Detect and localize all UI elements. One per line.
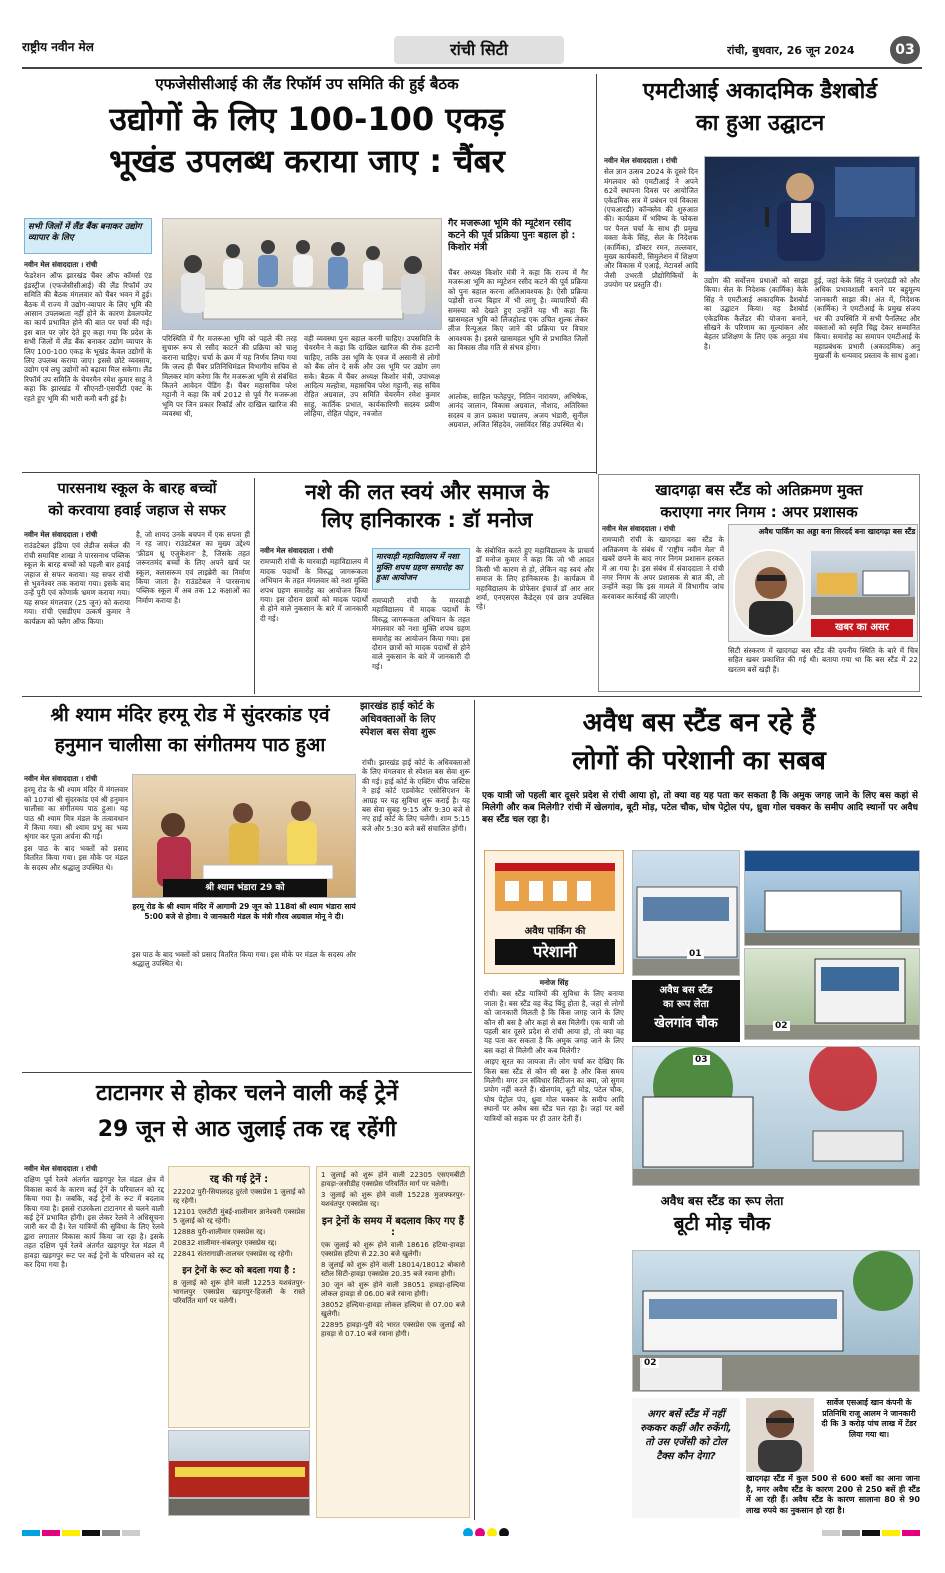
chamber-side-headline: गैर मजरूआ भूमि की म्यूटेशन रसीद कटने की पूर्व प्रक्रिया पुनः बहाल हो : किशोर मंत्री [448, 218, 576, 253]
cancelled-trains-box [168, 1166, 310, 1428]
toll-question: अगर बसें स्टैंड में नहीं रुककर कहीं और रुकेंगी, तो उस एजेंसी को टोल टैक्स कौन देगा? [640, 1409, 732, 1462]
bootymor-caption-2: बूटी मोड़ चौक [673, 1213, 771, 1235]
photo-number-02b: 02 [644, 1358, 657, 1368]
illegal-intro: एक यात्री जो पहली बार दूसरे प्रदेश से रांची आया हो, तो क्या वह यह पता कर सकता है कि अमुक जगह जाने के लिए बस कहां से मिलेगी और कब मिलेगी? रांची में खेलगांव, बूटी मोड़, पटेल चौक, घोष पेट्रोल पंप, ध्रुवा गोल चक्कर के समीप आदि स्थानों पर अवैध बस स्टैंड चल रहा है। [482, 791, 918, 825]
illegal-body-1: रांची। बस स्टैंड यात्रियों की सुविधा के लिए बनाया जाता है। बस स्टैंड वह केंद्र बिंदु होता है, जहां से लोगों को जानकारी मिलती है कि किस जगह जाने के लिए कौन सी बस है और कहां से बस मिलेगी। एक यात्री जो पहली बार दूसरे प्रदेश से रांची आया हो, तो क्या वह यह पता कर सकता है कि अमुक जगह जाने के लिए बस कहां से मिलेगी और कब मिलेगी? [484, 989, 624, 1055]
shyam-headline-1: श्री श्याम मंदिर हरमू रोड में सुंदरकांड एवं [50, 704, 330, 726]
bus-photo-inset [639, 1357, 723, 1391]
mti-body-2: उद्योग की सर्वोत्तम प्रथाओं को साझा किया। सेल के निदेशक (कार्मिक) केके सिंह ने एमटीआई अकादमिक डैशबोर्ड का उद्घाटन किया। यह डैशबोर्ड एकेडमिक कैलेंडर की योजना बनाने, सीखने के परिणाम का मूल्यांकन और बेहतर प्रशिक्षण के लिए एक अनूठा मंच है। [704, 276, 808, 351]
rescheduled-item: 38052 हल्दिया-हावड़ा लोकल हल्दिया से 07.00 बजे खुलेगी। [321, 1301, 465, 1318]
trains-dateline: नवीन मेल संवाददाता । रांची [24, 1164, 98, 1173]
bus-stand-clipping-photo [811, 551, 915, 615]
illegal-body-2: आइए सूरत का जायजा लें। लोग चर्चा कर देखिए कि किस बस स्टैंड से कौन सी बस है और किस समय मिलेगी। मगर उन संविधार सिटीजन का क्या, जो सुगम प्रयोग नहीं करते हैं। खेलगांव, बूटी मोड़, पटेल चौक, घोष पेट्रोल पंप, ध्रुवा गोल चक्कर के समीप आदि स्थानों पर अवैध बस स्टैंड चल रहा है। जहां पर बसें यात्रियों को सड़क पर ही उतार देती हैं। [484, 1057, 624, 1123]
rescheduled-item: 22895 हावड़ा-पुरी वंदे भारत एक्सप्रेस एक जुलाई को हावड़ा से 07.10 बजे रवाना होगी। [321, 1321, 465, 1338]
encroach-clipping-text: अवैध पार्किंग का अड्डा बना सिरदर्द बना खादगढ़ा बस स्टैंड [758, 527, 916, 536]
highcourt-headline-block [360, 700, 472, 756]
mti-dateline: नवीन मेल संवाददाता । रांची [604, 156, 678, 165]
shyam-photo-caption: श्री श्याम भंडारा 29 को [163, 879, 327, 897]
school-headline-block [22, 478, 252, 526]
shyam-body-1: हरमू रोड के श्री श्याम मंदिर में मंगलवार को 107वां श्री सुंदरकांड एवं श्री हनुमान चालीसा का संगीतमय पाठ हुआ। यह पाठ श्री श्याम मित्र मंडल के तत्वावधान में किया गया। श्री श्याम प्रभु का भव्य श्रृंगार कर पूजा अर्चना की गई। [24, 785, 128, 842]
drugs-column-1 [260, 546, 368, 692]
representative-quote: सावेंज एसआई खान कंपनी के प्रतिनिधि राजू आलम ने जानकारी दी कि 3 करोड़ पांच लाख में टेंडर लिया गया था। [821, 1398, 917, 1439]
highcourt-headline-3: स्पेशल बस सेवा शुरू [360, 727, 436, 738]
encroach-headline-2: कराएगा नगर निगम : अपर प्रशासक [660, 503, 858, 521]
chamber-side-body-2: आलोक, साहिल फतेहपुर, नितिन नारायण, अभिषेक, आनंद जालान, विकास अग्रवाल, नौशाद, अतिरिक्त सदस्य व ज्ञान प्रकाश पद्मालय, अजय भंडारी, सुनील अग्रवाल, अजित सिंहदेव, जसविंदर सिंह उपस्थित थे। [448, 392, 588, 430]
illegal-byline: मनोज सिंह [539, 978, 569, 987]
trains-headline-1: टाटानगर से होकर चलने वाली कई ट्रेनें [96, 1081, 398, 1106]
section-title: रांची सिटी [394, 36, 564, 64]
school-body-2: है, जो शायद उनके बचपन में एक सपना ही न रह जाए। राउंडटेबल का मुख्य उद्देश्य 'फ्रीडम थ्रू एजुकेशन' है, जिसके तहत जरूरतमंद बच्चों के लिए अपने खर्च पर स्कूल, क्लासरूम एवं लाइब्रेरी का निर्माण किया जाता है। राउंडटेबल ने पारसनाथ पब्लिक स्कूल में अब तक 12 कक्षाओं का निर्माण कराया है। [136, 530, 250, 605]
quote-body: खादगढ़ा स्टैंड में कुल 500 से 600 बसों का आना जाना है, मगर अवैध स्टैंड के कारण 200 से 250 बसें ही स्टैंड में आ रही हैं। अवैध स्टैंड के कारण सालाना 80 से 90 लाख रुपये का नुकसान हो रहा है। [746, 1474, 920, 1515]
bus-photo-2 [744, 850, 920, 946]
mti-column-1 [604, 156, 698, 452]
illegal-headline-2: लोगों की परेशानी का सबब [572, 746, 826, 776]
impact-ribbon: खबर का असर [811, 619, 913, 637]
cancelled-item: 20832 शालीमार-संबलपुर एक्सप्रेस रद्द। [173, 1239, 277, 1247]
mti-body-3: हुई, जहां केके सिंह ने एलएंडडी को और अधिक प्रभावशाली बनाने पर बहुमूल्य जानकारी साझा की। अंत में, निदेशक (कार्मिक) ने एमटीआई के प्रमुख संजय धर की उपस्थिति में सभी पैनलिस्ट और वक्ताओं को स्मृति चिह्न देकर सम्मानित किया। समारोह का समापन एमटीआई के महाप्रबंधक प्रभारी (अकादमिक) अनु मुखर्जी के धन्यवाद प्रस्ताव के साथ हुआ। [814, 276, 920, 361]
illegal-body-column [484, 978, 624, 1520]
khelgaon-caption-2: का रूप लेता [663, 999, 709, 1010]
shyam-body-1b: इस पाठ के बाद भक्तों को प्रसाद वितरित किया गया। इस मौके पर मंडल के सदस्य और श्रद्धालु उपस्थित थे। [24, 843, 128, 872]
bootymor-caption-1: अवैध बस स्टैंड का रूप लेता [660, 1194, 784, 1208]
cancelled-item: 12888 पुरी-शालीमार एक्सप्रेस रद्द। [173, 1228, 266, 1236]
khelgaon-caption-3: खेलगांव चौक [654, 1016, 718, 1031]
mti-speaker-photo [704, 156, 920, 272]
khelgaon-caption-1: अवैध बस स्टैंड [659, 985, 713, 996]
cancelled-item: 12101 एलटीटी मुंबई-शालीमार ज्ञानेश्वरी एक्सप्रेस 5 जुलाई को रद्द रहेगी। [173, 1208, 305, 1225]
bus-photo-5 [632, 1250, 920, 1392]
photo-number-03: 03 [695, 1055, 708, 1065]
encroach-clipping [728, 524, 918, 642]
issue-date: रांची, बुधवार, 26 जून 2024 [727, 44, 855, 57]
shyam-body-2: इस पाठ के बाद भक्तों को प्रसाद वितरित किया गया। इस मौके पर मंडल के सदस्य और श्रद्धालु उपस्थित थे। [132, 950, 356, 969]
drugs-box-headline: मारवाड़ी महाविद्यालय में नशा मुक्ति शपथ ग्रहण समारोह का हुआ आयोजन [372, 548, 470, 590]
rescheduled-item: 30 जून को शुरू होने वाली 38051 हावड़ा-हल्दिया लोकल हावड़ा से 06.00 बजे रवाना होगी। [321, 1281, 465, 1298]
representative-portrait [746, 1398, 814, 1472]
trains-headline-2: 29 जून से आठ जुलाई तक रद्द रहेंगी [97, 1117, 397, 1142]
registration-strip [22, 1524, 922, 1536]
encroach-headline-1: खादगढ़ा बस स्टैंड को अतिक्रमण मुक्त [655, 481, 863, 499]
drugs-headline-1: नशे की लत स्वयं और समाज के [305, 480, 549, 504]
chamber-body-3: वही व्यवस्था पुनः बहाल करनी चाहिए। उपसमिति के चेयरमैन ने कहा कि दाखिल खारिज की रोक हटानी चाहिए, ताकि उस भूमि के एवज में असानी से लोगों को बैंक लोन दे सकें और उस भूमि पर उद्योग लग सके। बैठक में चैंबर अध्यक्ष किशोर मंत्री, उपाध्यक्ष आदित्य मल्होत्रा, महासचिव परेश गट्टानी, सह सचिव रोहित अग्रवाल, उप समिति चेयरमैन रमेश कुमार साहू, कार्तिक प्रभात, कार्यकारिणी सदस्य प्रवीण लोहिया, रोहित पोद्दार, नवजोत [304, 334, 440, 419]
mti-headline-block [600, 76, 920, 148]
drugs-headline-block [258, 478, 596, 538]
mti-body-1: सेल ज्ञान उत्सव 2024 के दूसरे दिन मंगलवार को एमटीआई ने अपने 62वें स्थापना दिवस पर आयोजित एकेडमिक सत्र में प्रबंधन एवं विकास (एचआरडी) कॉन्क्लेव की शुरुआत की। कार्यक्रम में भविष्य के फोकस पर पैनल चर्चा के साथ ही प्रमुख वक्ता केके सिंह, सेल के निदेशक (कार्मिक), डॉक्टर रमन, तल्लवार, मुख्य कार्यकारी, सिमुलेशन में शिक्षण और विकास में एआई, मेटावर्स आदि जैसी उभरती प्रौद्योगिकियों के उपयोग पर प्रस्तुति दी। [604, 167, 698, 290]
bus-stand-building-icon [485, 851, 624, 921]
diverted-heading: इन ट्रेनों के रूट को बदला गया है : [182, 1266, 296, 1276]
illegal-stand-headline-block [478, 704, 920, 786]
shyam-headline-block [22, 700, 358, 770]
cancelled-heading: रद्द की गई ट्रेनें : [209, 1174, 269, 1185]
shyam-temple-photo [132, 774, 356, 898]
chamber-kicker: एफजेसीसीआई की लैंड रिफॉर्म उप समिति की हुई बैठक [155, 75, 459, 93]
illegal-headline-1: अवैध बस स्टैंड बन रहे हैं [582, 708, 816, 738]
school-headline-2: को करवाया हवाई जहाज से सफर [48, 503, 226, 519]
photo-number-02: 02 [775, 1021, 788, 1031]
chamber-headline-2: भूखंड उपलब्ध कराया जाए : चैंबर [109, 142, 505, 180]
photo-number-01: 01 [689, 949, 702, 959]
chamber-meeting-photo [162, 218, 442, 330]
chamber-column-1 [24, 260, 152, 470]
series-tag-box [484, 850, 624, 974]
cancelled-item: 22841 संतरागाछी-तालचर एक्सप्रेस रद्द रहेगी। [173, 1250, 293, 1258]
shyam-dateline: नवीन मेल संवाददाता । रांची [24, 774, 98, 783]
cancelled-item: 22202 पुरी-सियालदह दुरंतो एक्सप्रेस 1 जुलाई को रद्द रहेगी। [173, 1188, 305, 1205]
paper-name: राष्ट्रीय नवीन मेल [22, 40, 94, 54]
train-photo [168, 1430, 310, 1516]
shyam-column-1 [24, 774, 128, 1066]
mti-headline-2: का हुआ उद्घाटन [695, 111, 825, 136]
drugs-headline-2: लिए हानिकारक : डॉ मनोज [321, 508, 533, 532]
series-tag-2: परेशानी [495, 939, 615, 965]
diverted-item: 3 जुलाई को शुरू होने वाली 15228 मुजफ्फरपुर-यशवंतपुर एक्सप्रेस रद्द। [321, 1191, 465, 1208]
toll-question-box [632, 1398, 740, 1518]
chamber-headline-block [22, 74, 592, 212]
bus-photo-4 [632, 1046, 920, 1186]
bootymor-caption-block [632, 1192, 812, 1248]
trains-body: दक्षिण पूर्व रेलवे अंतर्गत खड़गपुर रेल मंडल क्षेत्र में विकास कार्य के कारण कई ट्रेनें के परिचालन को रद्द किया गया है। जबकि, कई ट्रेनों के रूट में बदलाव किया गया है। इससे राउरकेला टाटानगर से चलने वाली कई ट्रेनें प्रभावित होंगी। इस लेकर रेलवे ने अधिसूचना जारी कर दी है। रेल यात्रियों की सुविधा के लिए रेलवे द्वारा लगातार विकास कार्य किया जा रहा है। इसके तहत दक्षिण पूर्व रेलवे अंतर्गत खड़गपुर रेल मंडल में हावड़ा खड़गपुर रूट पर कई ट्रेनों के परिचालन को रद्द कर दिया गया है। [24, 1175, 164, 1270]
diverted-item: 8 जुलाई को शुरू होने वाली 12253 यशवंतपुर-भागलपुर एक्सप्रेस खड़गपुर-हिजली के रास्ते परिवर्तित मार्ग पर चलेगी। [173, 1279, 305, 1305]
quote-block [744, 1398, 920, 1518]
series-tag-1: अवैध पार्किंग की [524, 926, 586, 937]
school-column-1 [24, 530, 130, 692]
bus-photo-1 [632, 850, 740, 976]
chamber-body-1: फेडरेशन ऑफ झारखंड चैंबर ऑफ कॉमर्स एंड इंडस्ट्रीज (एफजेसीसीआई) की लैंड रिफॉर्म उप समिति की बैठक मंगलवार को चैंबर भवन में हुई। बैठक में राज्य में उद्योग-व्यापार के लिए भूमि की आसान उपलब्धता नहीं होने के कारण डेवलपमेंट का कार्य प्रभावित होने की बात पर चर्चा की गई। इस बात पर ज़ोर देते हुए कहा गया कि प्रदेश के सभी जिलों में लैंड बैंक बनाकर उद्योग व्यापार के लिए 100-100 एकड़ के भूखंड केवल उद्योगों के लिए उपलब्ध कराया जाए। इससे छोटे व्यवसाय, उद्योग एवं लघु उद्योगों को बढ़ावा मिल सकेगा। लैंड रिफॉर्म उप समिति के चेयरमैन रमेश कुमार साहू ने कहा कि झारखंड में सीएनटी-एसपीटी एक्ट के रहते हुए भूमि की भारी कमी बनी हुई है। [24, 271, 152, 403]
highcourt-headline-2: अधिवक्ताओं के लिए [360, 714, 436, 725]
school-body-1: राउंडटेबल इंडिया एवं लेडीज सर्कल की रांची समाविष्ट शाखा ने पारसनाथ पब्लिक स्कूल के बारह बच्चों को पहली बार हवाई जहाज से सफर कराया। यह सफर रांची से भुवनेश्वर तक कराया गया। इसके बाद उन्हें पुरी एवं कोणार्क भ्रमण कराया गया। यह सफर मंगलवार (25 जून) को कराया गया। रांची एसडीएम उत्कर्ष कुमार ने कार्यक्रम को फ्लैग ऑफ किया। [24, 541, 130, 626]
drugs-body-2: के संबोधित करते हुए महाविद्यालय के प्राचार्य डॉ मनोज कुमार ने कहा कि जो भी आदत किसी भी कारण से हो, लेकिन वह स्वयं और समाज के लिए हानिकारक है। कार्यक्रम में महाविद्यालय के प्रोफेसर इंचार्ज डॉ आर आर शर्मा, एनएसएस कैडेट्स एवं छात्र उपस्थित रहे। [476, 546, 594, 612]
drugs-body-1b: रामप्यारी रांची के मारवाड़ी महाविद्यालय में मादक पदार्थों के विरुद्ध जागरूकता अभियान के तहत मंगलवार को नशा मुक्ति शपथ ग्रहण समारोह का आयोजन किया गया। इस दौरान छात्रों को मादक पदार्थों से होने वाले नुकसान के बारे में जानकारी दी गई। [372, 596, 470, 671]
chamber-headline-1: उद्योगों के लिए 100-100 एकड़ [109, 100, 505, 138]
chamber-dateline: नवीन मेल संवाददाता । रांची [24, 260, 98, 269]
bus-photo-3 [744, 948, 920, 1040]
chamber-body-2: परिस्थिति में गैर मजरूआ भूमि को पहले की तरह सुचारू रूप से रसीद काटने की प्रक्रिया को चालू कराना चाहिए। चर्चा के क्रम में यह निर्णय लिया गया कि जल्द ही चैंबर प्रतिनिधिमंडल विभागीय सचिव से मिलकर मांग करेगा कि गैर मजरूआ भूमि से संबंधित कितने आवेदन पेंडिंग हैं। चैंबर महासचिव परेश गट्टानी ने कहा कि वर्ष 2012 से पूर्व गैर मजरूआ भूमि पर जिन प्रकार रिकॉर्ड और दाखिल खारिज की व्यवस्था थी, [162, 334, 297, 419]
school-dateline: नवीन मेल संवाददाता । रांची [24, 530, 98, 539]
page-number: 03 [890, 36, 920, 64]
shyam-headline-2: हनुमान चालीसा का संगीतमय पाठ हुआ [54, 734, 326, 756]
trains-column-1 [24, 1164, 164, 1518]
chamber-sidebar-quote: सभी जिलों में लैंड बैंक बनाकर उद्योग व्यापार के लिए [24, 218, 152, 254]
mti-headline-1: एमटीआई अकादमिक डैशबोर्ड [642, 79, 878, 104]
masthead [22, 36, 922, 64]
encroach-body-1: रामप्यारी रांची के खादगढ़ा बस स्टैंड के अतिक्रमण के संबंध में 'राष्ट्रीय नवीन मेल' में खबरें छपने के बाद नगर निगम प्रशासन हरकत में आ गया है। इस संबंध में संवाददाता ने रांची नगर निगम के अपर प्रशासक से बात की, तो उन्होंने कहा कि इस मामले में विभागीय जांच करवाकर कार्रवाई की जाएगी। [602, 535, 724, 601]
drugs-dateline: नवीन मेल संवाददाता । रांची [260, 546, 334, 555]
drugs-body-1: रामप्यारी रांची के मारवाड़ी महाविद्यालय में मादक पदार्थों के विरुद्ध जागरूकता अभियान के तहत मंगलवार को नशा मुक्ति शपथ ग्रहण समारोह का आयोजन किया गया। इस दौरान छात्रों को मादक पदार्थों से होने वाले नुकसान के बारे में जानकारी दी गई। [260, 557, 368, 623]
encroach-dateline: नवीन मेल संवाददाता । रांची [602, 524, 676, 533]
diverted-item: 1 जुलाई को शुरू होने वाली 22305 एसएमबीटी हावड़ा-जसीडीह एक्सप्रेस परिवर्तित मार्ग पर चलेगी। [321, 1171, 465, 1188]
rescheduled-heading: इन ट्रेनों के समय में बदलाव किए गए हैं : [322, 1216, 464, 1238]
chamber-side-body: चैंबर अध्यक्ष किशोर मंत्री ने कहा कि राज्य में गैर मजरूआ भूमि का म्यूटेशन रसीद कटने की पूर्व प्रक्रिया को पुनः बहाल करना अतिआवश्यक है। ऐसी प्रक्रिया पड़ोसी राज्य बिहार में भी लागू है। व्यापारियों की समस्या को देखते हुए उन्होंने यह भी कहा कि खासमहल भूमि को लिजहोल्ड एक उचित शुल्क लेकर लीज रिन्यूअल किए जाने की प्रक्रिया पर विचार आवश्यक है। इससे खासमहल भूमि से प्रभावित जिलों का विकास तीव्र गति से संभव होगा। [448, 268, 588, 353]
highcourt-headline-1: झारखंड हाई कोर्ट के [360, 701, 435, 712]
trains-headline-block [22, 1076, 472, 1158]
khelgaon-caption-box [632, 980, 740, 1042]
highcourt-body: रांची। झारखंड हाई कोर्ट के अधिवक्ताओं के लिए मंगलवार से स्पेशल बस सेवा शुरू की गई। हाई कोर्ट के एक्टिंग चीफ जस्टिस ने हाई कोर्ट एडवोकेट एसोसिएशन के आग्रह पर यह सुविधा शुरू कराई है। यह बस सेवा सुबह 9:15 और 9:30 बजे से नए हाई कोर्ट के लिए चलेगी। शाम 5:15 बजे और 5:30 बजे बसें संचालित होंगी। [362, 758, 470, 833]
official-portrait [733, 549, 805, 637]
encroach-column-1 [602, 524, 724, 640]
rescheduled-item: 8 जुलाई को शुरू होने वाली 18014/18012 बोकारो स्टील सिटी-हावड़ा एक्सप्रेस 20.35 बजे रवाना होगी। [321, 1261, 465, 1278]
rescheduled-item: एक जुलाई को शुरू होने वाली 18616 हटिया-हावड़ा एक्सप्रेस हटिया से 22.30 बजे खुलेगी। [321, 1241, 465, 1258]
shyam-caption-text: हरमू रोड के श्री श्याम मंदिर में आगामी 29 जून को 118वां श्री श्याम भंडारा सायं 5:00 बजे से होगा। ये जानकारी मंडल के मंत्री गौरव अग्रवाल मोनू ने दी। [132, 902, 356, 921]
trains-right-box [316, 1166, 470, 1518]
school-headline-1: पारसनाथ स्कूल के बारह बच्चों [57, 481, 217, 497]
encroach-body-2: सिटी संस्करण में खादगढ़ा बस स्टैंड की दयनीय स्थिति के बारे में चित्र सहित खबर प्रकाशित की गई थी। बताया गया था कि बस स्टैंड में 22 खरतम बसें खड़ी हैं। [728, 646, 918, 674]
